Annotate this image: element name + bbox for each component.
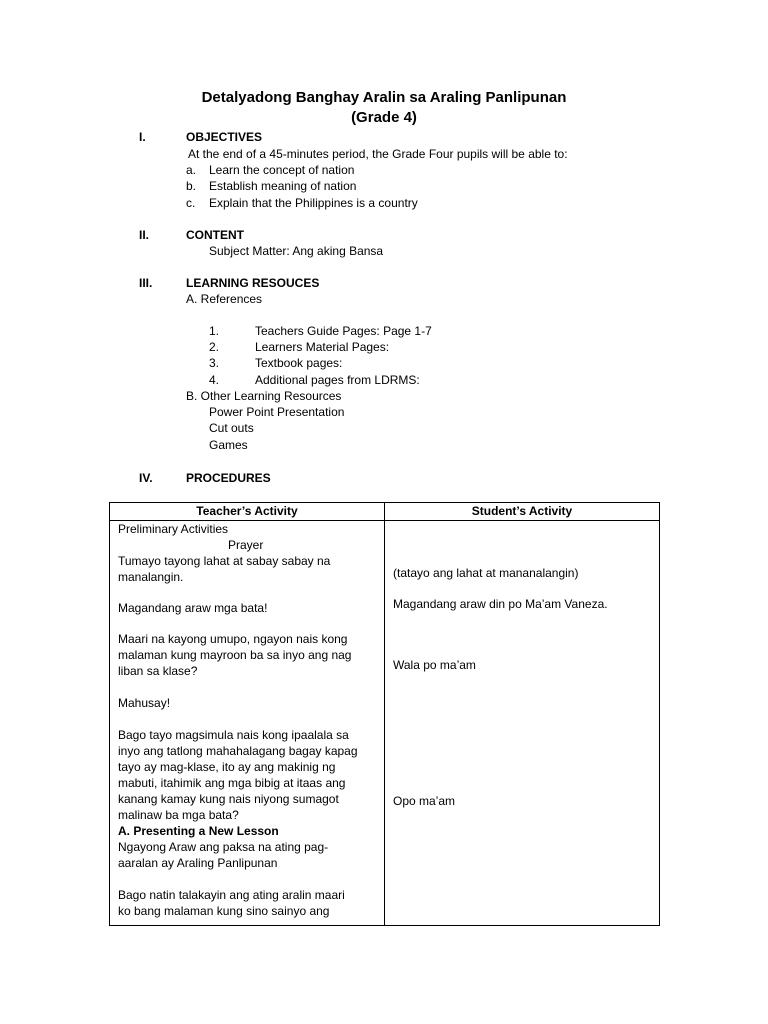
reference-item: Textbook pages: xyxy=(255,356,343,370)
teacher-line: Ngayong Araw ang paksa na ating pag- xyxy=(118,840,329,854)
reference-number: 3. xyxy=(209,356,220,370)
teacher-line: mabuti, itahimik ang mga bibig at itaas ang xyxy=(118,776,346,790)
student-line: Wala po ma’am xyxy=(393,658,476,672)
teacher-line: malaman kung mayroon ba sa inyo ang nag xyxy=(118,648,352,662)
teacher-line: Preliminary Activities xyxy=(118,522,229,536)
teacher-line: malinaw ba mga bata? xyxy=(118,808,239,822)
other-resource-item: Power Point Presentation xyxy=(209,405,345,419)
references-heading: A. References xyxy=(186,292,263,306)
teacher-line: kanang kamay kung nais niyong sumagot xyxy=(118,792,339,806)
other-resource-item: Cut outs xyxy=(209,421,254,435)
section-numeral-content: II. xyxy=(139,228,150,242)
teacher-line: liban sa klase? xyxy=(118,664,198,678)
teacher-line: Bago tayo magsimula nais kong ipaalala sa xyxy=(118,728,349,742)
subject-matter: Subject Matter: Ang aking Bansa xyxy=(209,244,384,258)
presenting-lesson-heading: A. Presenting a New Lesson xyxy=(118,824,279,838)
section-heading-procedures: PROCEDURES xyxy=(186,471,271,485)
section-heading-content: CONTENT xyxy=(186,228,244,242)
student-activity-header: Student’s Activity xyxy=(385,503,660,521)
objectives-intro: At the end of a 45-minutes period, the Grade Four pupils will be able to: xyxy=(188,147,568,161)
other-resource-item: Games xyxy=(209,438,248,452)
reference-item: Learners Material Pages: xyxy=(255,340,390,354)
teacher-activity-cell xyxy=(110,521,385,926)
student-line: Magandang araw din po Ma’am Vaneza. xyxy=(393,597,608,611)
student-activity-cell xyxy=(385,521,660,926)
reference-number: 2. xyxy=(209,340,220,354)
reference-item: Additional pages from LDRMS: xyxy=(255,373,420,387)
teacher-line: manalangin. xyxy=(118,570,184,584)
student-line: (tatayo ang lahat at mananalangin) xyxy=(393,566,579,580)
objective-letter: a. xyxy=(186,163,197,177)
teacher-line: Bago natin talakayin ang ating aralin maari xyxy=(118,888,345,902)
section-numeral-procedures: IV. xyxy=(139,471,153,485)
objective-item: Establish meaning of nation xyxy=(209,179,357,193)
teacher-line: Magandang araw mga bata! xyxy=(118,601,268,615)
other-resources-heading: B. Other Learning Resources xyxy=(186,389,342,403)
reference-item: Teachers Guide Pages: Page 1-7 xyxy=(255,324,432,338)
reference-number: 1. xyxy=(209,324,220,338)
teacher-line: Mahusay! xyxy=(118,696,171,710)
activity-table xyxy=(109,502,660,926)
teacher-line: Prayer xyxy=(228,538,264,552)
teacher-line: inyo ang tatlong mahahalagang bagay kapag xyxy=(118,744,358,758)
teacher-line: tayo ay mag-klase, ito ay ang makinig ng xyxy=(118,760,336,774)
teacher-activity-header: Teacher’s Activity xyxy=(110,503,385,521)
document-title: Detalyadong Banghay Aralin sa Araling Panlipunan xyxy=(201,89,567,106)
section-heading-resources: LEARNING RESOUCES xyxy=(186,276,320,290)
objective-item: Learn the concept of nation xyxy=(209,163,355,177)
teacher-line: aaralan ay Araling Panlipunan xyxy=(118,856,278,870)
section-heading-objectives: OBJECTIVES xyxy=(186,130,263,144)
teacher-line: ko bang malaman kung sino sainyo ang xyxy=(118,904,330,918)
table-row xyxy=(110,521,660,926)
section-numeral-objectives: I. xyxy=(139,130,146,144)
table-header-row xyxy=(110,503,660,521)
objective-item: Explain that the Philippines is a country xyxy=(209,196,418,210)
section-numeral-resources: III. xyxy=(139,276,153,290)
objective-letter: b. xyxy=(186,179,197,193)
teacher-line: Maari na kayong umupo, ngayon nais kong xyxy=(118,632,348,646)
student-line: Opo ma’am xyxy=(393,794,456,808)
document-subtitle: (Grade 4) xyxy=(351,109,417,126)
objective-letter: c. xyxy=(186,196,196,210)
reference-number: 4. xyxy=(209,373,220,387)
teacher-line: Tumayo tayong lahat at sabay sabay na xyxy=(118,554,331,568)
